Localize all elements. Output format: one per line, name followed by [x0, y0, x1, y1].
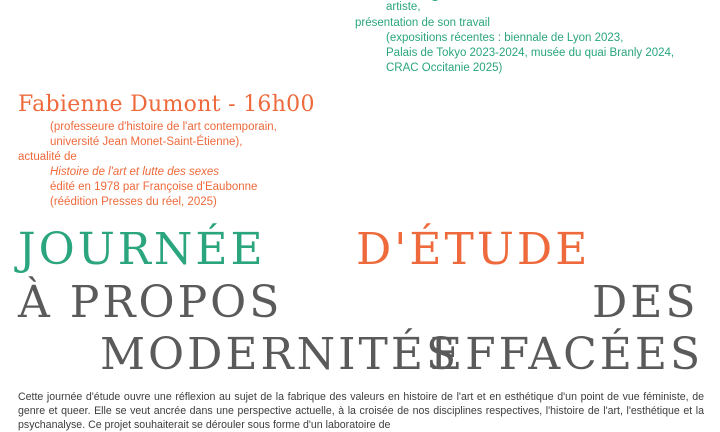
- top-line-2: présentation de son travail: [355, 17, 490, 29]
- top-line-3: (expositions récentes : biennale de Lyon 2023,: [386, 32, 624, 44]
- title-word-modernites: MODERNITÉS: [100, 329, 460, 380]
- speaker-name: Fabienne Dumont - 16h00: [18, 92, 315, 117]
- title-word-a-propos: À PROPOS: [18, 277, 283, 328]
- top-line-5: CRAC Occitanie 2025): [386, 62, 503, 74]
- title-word-des: DES: [592, 277, 699, 328]
- speaker-line-6: (réédition Presses du réel, 2025): [50, 196, 217, 208]
- title-word-effacees: EFFACÉES: [430, 329, 704, 380]
- speaker-line-3: actualité de: [18, 151, 77, 163]
- speaker-line-2: université Jean Monet-Saint-Étienne),: [50, 136, 243, 148]
- speaker-line-5: édité en 1978 par Françoise d'Eaubonne: [50, 181, 258, 193]
- title-word-detude: D'ÉTUDE: [356, 224, 591, 275]
- top-line-4: Palais de Tokyo 2023-2024, musée du quai Branly 2024,: [386, 47, 675, 59]
- top-line-1: artiste,: [386, 1, 421, 13]
- title-word-journee: JOURNÉE: [18, 224, 266, 275]
- description-paragraph: Cette journée d'étude ouvre une réflexion au sujet de la fabrique des valeurs en histoire de l'art et en esthétique d'un point de vue féministe, de genre et queer. Elle se veut ancrée dans une perspective actuelle, à la croisée de nos disciplines respectives, l'histoire de l'art, l'esthétique et la psychanalyse. Ce projet souhaiterait se dérouler sous forme d'un laboratoire de: [18, 391, 704, 431]
- speaker-line-1: (professeure d'histoire de l'art contemporain,: [50, 121, 277, 133]
- decorative-mark: [430, 0, 440, 1]
- speaker-book-title: Histoire de l'art et lutte des sexes: [50, 166, 220, 178]
